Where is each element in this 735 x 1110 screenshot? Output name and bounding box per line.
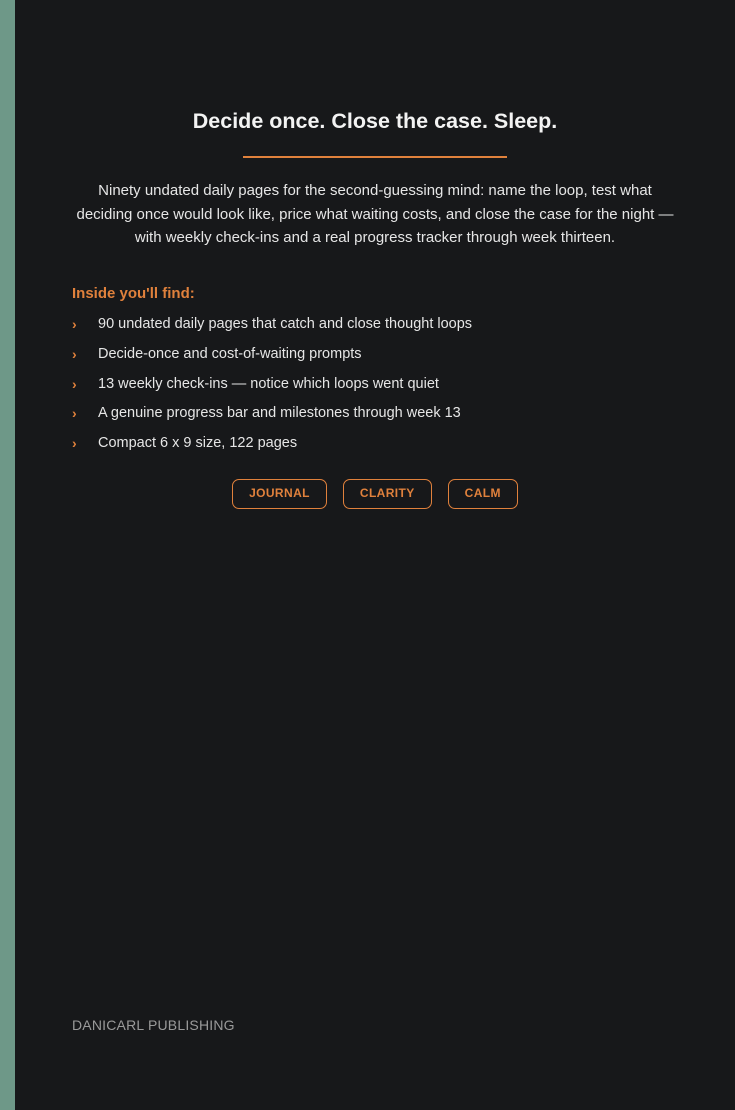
- feature-item: [72, 314, 672, 344]
- book-spine: [0, 0, 15, 1110]
- feature-item: [72, 403, 672, 433]
- tag-row: [15, 479, 735, 509]
- tag-calm: CALM: [448, 479, 518, 509]
- chevron-right-icon: ›: [72, 435, 77, 452]
- features-list: [72, 314, 672, 463]
- chevron-right-icon: ›: [72, 316, 77, 332]
- cover-description: Ninety undated daily pages for the second-guessing mind: name the loop, test what deciding once would look like, price what waiting costs, and close the case for the night — with weekly check-ins and a real progress tracker through week thirteen.: [76, 182, 674, 247]
- tag-journal: JOURNAL: [232, 479, 327, 509]
- chevron-right-icon: ›: [72, 405, 77, 422]
- feature-text: 90 undated daily pages that catch and close thought loops: [98, 316, 473, 332]
- cover-title: Decide once. Close the case. Sleep.: [192, 109, 558, 133]
- title-divider: [243, 156, 507, 158]
- feature-text: Decide-once and cost-of-waiting prompts: [98, 345, 362, 362]
- chevron-right-icon: ›: [72, 345, 77, 362]
- publisher-name: DANICARL PUBLISHING: [72, 1017, 235, 1033]
- chevron-right-icon: ›: [72, 375, 77, 392]
- feature-text: A genuine progress bar and milestones through week 13: [98, 405, 461, 422]
- feature-item: [72, 433, 672, 463]
- feature-item: [72, 344, 672, 374]
- feature-text: 13 weekly check-ins — notice which loops went quiet: [98, 375, 439, 392]
- feature-item: [72, 374, 672, 404]
- features-heading: Inside you'll find:: [72, 285, 195, 302]
- feature-text: Compact 6 x 9 size, 122 pages: [98, 435, 298, 452]
- tag-clarity: CLARITY: [343, 479, 432, 509]
- book-back-cover: [15, 0, 735, 1110]
